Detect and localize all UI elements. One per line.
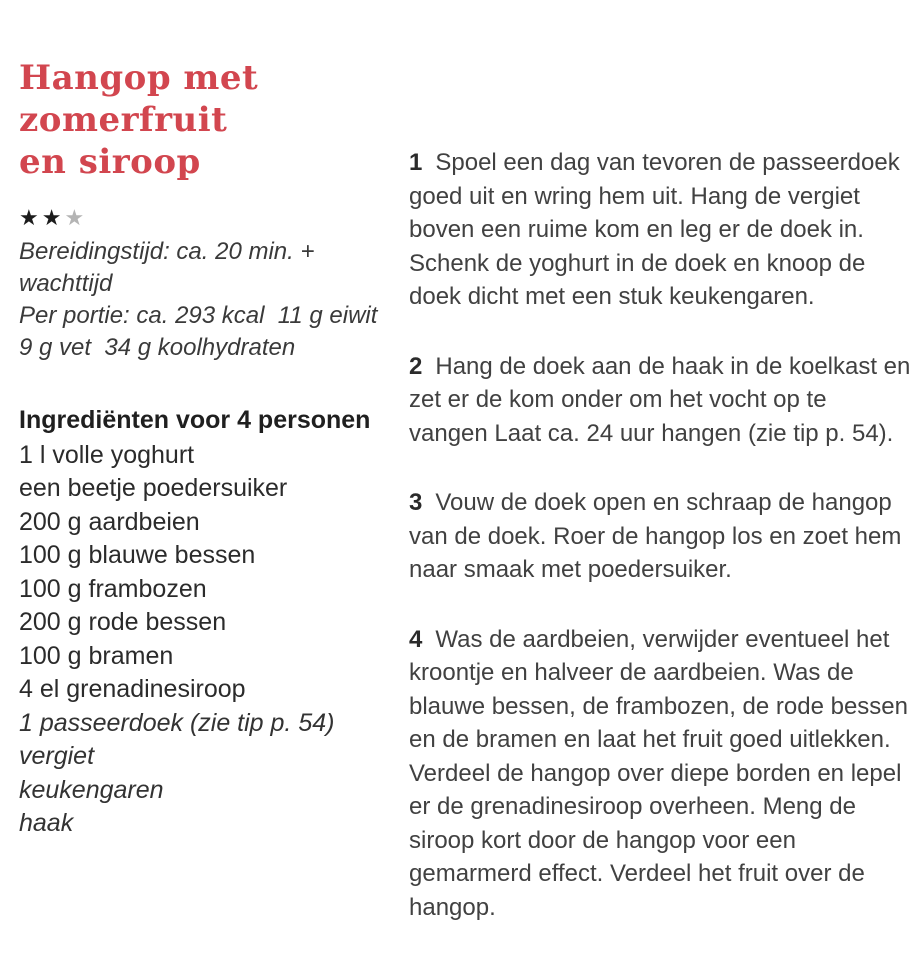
ingredient-tool-item: haak (19, 809, 74, 838)
meta-nutrition: 9 g vet 34 g koolhydraten (19, 333, 296, 361)
ingredient-item: 100 g bramen (19, 641, 174, 670)
step-3 (409, 486, 911, 587)
page-title-line-2: en siroop (19, 141, 201, 182)
recipe-meta (19, 236, 401, 364)
ingredient-item: 100 g blauwe bessen (19, 541, 256, 570)
page-title-line-1: Hangop met zomerfruit (19, 57, 259, 140)
star-filled-icon: ★★ (19, 204, 65, 230)
meta-preparation-time: Bereidingstijd: ca. 20 min. + wachttijd (19, 237, 322, 297)
ingredients-heading: Ingrediënten voor 4 personen (19, 405, 371, 434)
step-number: 3 (409, 489, 423, 516)
step-4 (409, 623, 911, 925)
step-1 (409, 146, 911, 314)
ingredient-item: 200 g rode bessen (19, 608, 227, 637)
step-text: Vouw de doek open en schraap de hangop van de doek. Roer de hangop los en zoet hem naar smaak met poedersuiker. (409, 489, 902, 583)
star-empty-icon: ★ (64, 204, 88, 230)
ingredient-item: een beetje poedersuiker (19, 474, 288, 503)
difficulty-rating (19, 206, 401, 230)
recipe-steps-column (409, 146, 911, 960)
ingredient-list (19, 439, 401, 841)
step-text: Was de aardbeien, verwijder eventueel het kroontje en halveer de aardbeien. Was de blauwe bessen, de frambozen, de rode bessen en de bramen en laat het fruit goed uitlekken. Verdeel de hangop over diepe borden en lepel er de grenadinesiroop overheen. Meng de siroop kort door de hangop voor een gemarmerd effect. Verdeel het fruit over de hangop. (409, 625, 908, 921)
meta-per-portion: Per portie: ca. 293 kcal 11 g eiwit (19, 301, 378, 329)
step-number: 2 (409, 352, 423, 380)
ingredient-item: 4 el grenadinesiroop (19, 675, 246, 704)
ingredient-item: 1 l volle yoghurt (19, 440, 195, 469)
ingredient-tool-item: keukengaren (19, 775, 164, 804)
recipe-left-column (19, 34, 401, 841)
page-title (19, 57, 401, 183)
ingredient-tool-item: vergiet (19, 742, 95, 771)
step-text: Hang de doek aan de haak in de koelkast en zet er de kom onder om het vocht op te vangen Laat ca. 24 uur hangen (zie tip p. 54). (409, 352, 911, 447)
step-number: 1 (409, 149, 423, 176)
ingredient-tool-item: 1 passeerdoek (zie tip p. 54) (19, 708, 335, 737)
ingredient-item: 200 g aardbeien (19, 507, 200, 536)
step-text: Spoel een dag van tevoren de passeerdoek goed uit en wring hem uit. Hang de vergiet boven een ruime kom en leg er de doek in. Schenk de yoghurt in de doek en knoop de doek dicht met een stuk keukengaren. (409, 149, 900, 310)
step-number: 4 (409, 625, 423, 653)
ingredient-item: 100 g frambozen (19, 574, 207, 603)
step-2 (409, 350, 911, 451)
